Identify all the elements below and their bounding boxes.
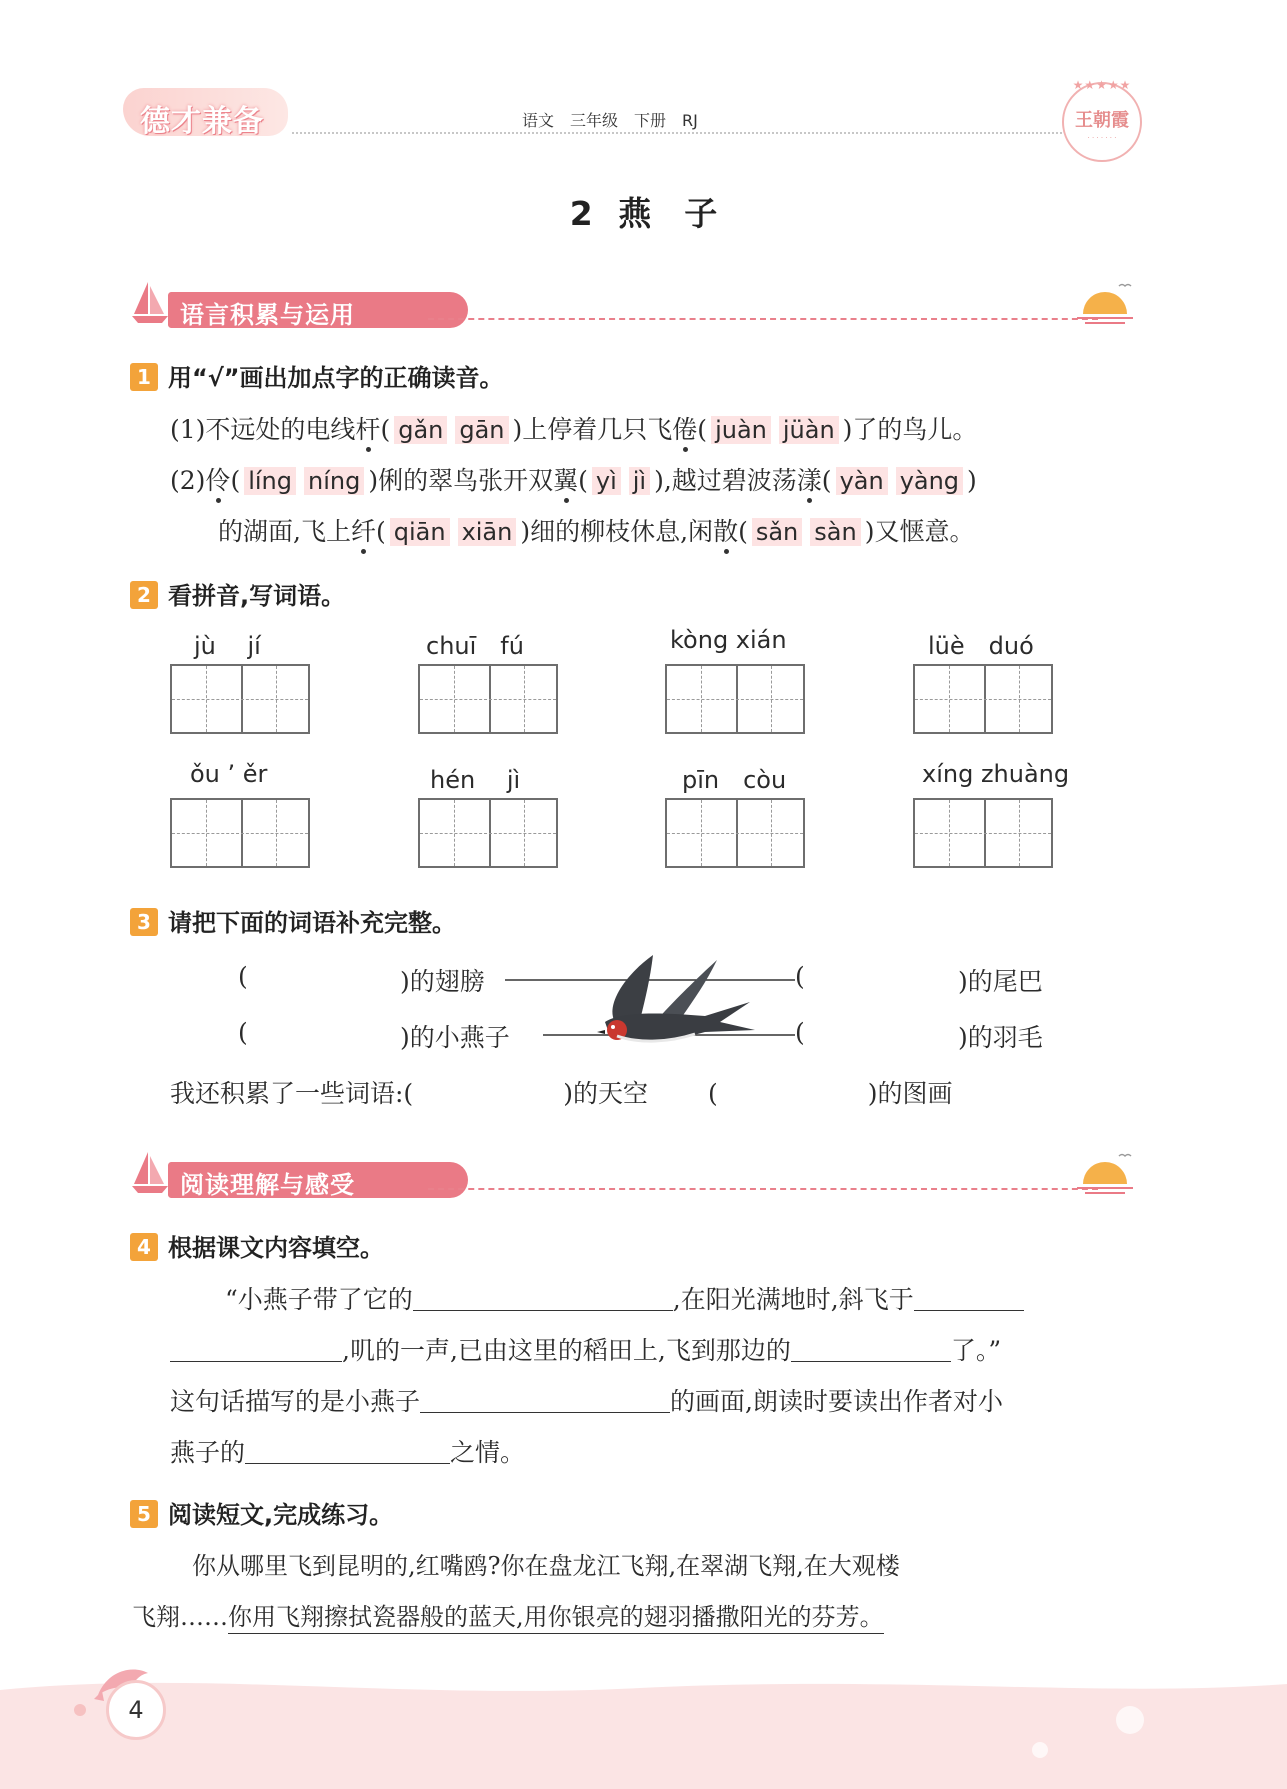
question-number-badge: 3 — [130, 908, 158, 936]
dotted-char: 纤 — [350, 517, 376, 546]
pinyin-label: kòng xián — [670, 626, 787, 654]
passage-line-1: 你从哪里飞到昆明的,红嘴鸥?你在盘龙江飞翔,在翠湖飞翔,在大观楼 — [192, 1552, 900, 1580]
pinyin-option[interactable]: qiān — [390, 518, 450, 546]
header-divider — [292, 132, 1062, 134]
fill-blank[interactable] — [914, 1286, 1024, 1311]
passage-line-2: 飞翔……你用飞翔擦拭瓷器般的蓝天,用你银亮的翅羽播撒阳光的芬芳。 — [132, 1597, 884, 1632]
sailboat-icon — [130, 1148, 170, 1194]
question-4-title — [130, 1228, 384, 1263]
pinyin-label: pīn còu — [682, 766, 787, 794]
pinyin-option[interactable]: yàng — [896, 467, 963, 495]
pinyin-label: lüè duó — [928, 632, 1034, 660]
phrase-open: ( — [238, 1018, 248, 1047]
writing-grid[interactable] — [418, 798, 558, 868]
question-number-badge: 1 — [130, 363, 158, 391]
pinyin-label: chuī fú — [426, 632, 524, 660]
fill-blank[interactable] — [170, 1337, 342, 1362]
pinyin-option[interactable]: sǎn — [752, 518, 802, 546]
swallow-illustration — [505, 950, 805, 1060]
question-3-title — [130, 903, 456, 938]
fill-blank[interactable] — [791, 1337, 951, 1362]
pinyin-option[interactable]: jüàn — [779, 416, 839, 444]
fill-blank[interactable] — [420, 1388, 670, 1413]
sunset-icon — [1075, 1148, 1135, 1198]
question-text: 请把下面的词语补充完整。 — [168, 909, 456, 937]
q4-line-4: 燕子的 之情。 — [170, 1438, 526, 1467]
seal-stars: ★★★★★ — [1072, 78, 1132, 92]
pinyin-label: xíng zhuàng — [922, 760, 1070, 788]
writing-grid[interactable] — [170, 664, 310, 734]
q1-line-3: 的湖面,飞上纤( qiān xiān )细的柳枝休息,闲散( sǎn sàn )又惬意。 — [218, 517, 975, 546]
phrase-little-swallow: )的小燕子 — [400, 1023, 510, 1052]
section-title: 阅读理解与感受 — [180, 1171, 355, 1199]
phrase-feathers: )的羽毛 — [958, 1023, 1043, 1052]
dotted-char: 散 — [713, 517, 739, 546]
question-2-title — [130, 576, 345, 611]
author-seal — [1062, 78, 1142, 162]
pinyin-option[interactable]: xiān — [458, 518, 517, 546]
pinyin-option[interactable]: níng — [304, 467, 364, 495]
fill-blank[interactable] — [413, 1286, 673, 1311]
header-info: 语文 三年级 下册 RJ — [522, 111, 698, 130]
section-banner-reading — [130, 1148, 1130, 1198]
dotted-char: 翼 — [553, 466, 579, 495]
writing-grid[interactable] — [665, 664, 805, 734]
pinyin-option[interactable]: juàn — [711, 416, 771, 444]
writing-grid[interactable] — [418, 664, 558, 734]
phrase-open: ( — [795, 962, 805, 991]
question-number-badge: 4 — [130, 1233, 158, 1261]
section-banner-language — [130, 278, 1130, 328]
seal-ornament: · · · · · · · — [1087, 134, 1117, 142]
dotted-char: 倦 — [672, 415, 698, 444]
question-1-title — [130, 358, 504, 393]
seal-name: 王朝霞 — [1075, 110, 1129, 131]
question-number-badge: 5 — [130, 1500, 158, 1528]
dotted-char: 杆 — [355, 415, 381, 444]
dotted-char: 伶 — [205, 466, 231, 495]
pinyin-label: jù jí — [194, 632, 261, 660]
q1-line-1: (1)不远处的电线杆( gǎn gān )上停着几只飞倦( juàn jüàn )了的鸟儿。 — [170, 415, 978, 444]
q1-line-2: (2)伶( líng níng )俐的翠鸟张开双翼( yì jì ),越过碧波荡漾( yàn yàng ) — [170, 466, 977, 495]
underlined-sentence: 你用飞翔擦拭瓷器般的蓝天,用你银亮的翅羽播撒阳光的芬芳。 — [228, 1603, 884, 1634]
question-number-badge: 2 — [130, 581, 158, 609]
writing-grid[interactable] — [170, 798, 310, 868]
writing-grid[interactable] — [913, 664, 1053, 734]
pinyin-label: ǒu ’ ěr — [190, 760, 268, 788]
pinyin-label: hén jì — [430, 766, 521, 794]
question-text: 根据课文内容填空。 — [168, 1234, 384, 1262]
dotted-char: 漾 — [796, 466, 822, 495]
pinyin-option[interactable]: gān — [455, 416, 508, 444]
question-text: 用“√”画出加点字的正确读音。 — [168, 364, 504, 392]
pinyin-option[interactable]: yàn — [836, 467, 888, 495]
sailboat-icon — [130, 278, 170, 324]
q4-line-3: 这句话描写的是小燕子 的画面,朗读时要读出作者对小 — [170, 1387, 1003, 1416]
phrase-open: ( — [795, 1018, 805, 1047]
brand-logo — [118, 78, 293, 146]
q3-extra-line: 我还积累了一些词语:( )的天空 ( )的图画 — [170, 1079, 953, 1108]
brand-text: 德才兼备 — [140, 104, 264, 139]
question-5-title — [130, 1495, 393, 1530]
page-number: 4 — [106, 1680, 166, 1740]
fill-blank[interactable] — [245, 1439, 450, 1464]
q4-line-1: “小燕子带了它的 ,在阳光满地时,斜飞于 — [225, 1280, 1024, 1316]
phrase-wings: )的翅膀 — [400, 967, 485, 996]
pinyin-option[interactable]: yì — [592, 467, 621, 495]
question-text: 看拼音,写词语。 — [168, 582, 346, 610]
sunset-icon — [1075, 278, 1135, 328]
q4-line-2: ,叽的一声,已由这里的稻田上,飞到那边的 了。” — [170, 1331, 1001, 1367]
footer-wave — [0, 1670, 1287, 1789]
pinyin-option[interactable]: gǎn — [394, 416, 447, 444]
phrase-open: ( — [238, 962, 248, 991]
section-title: 语言积累与运用 — [180, 301, 355, 329]
lesson-title: 2 燕 子 — [569, 194, 718, 233]
writing-grid[interactable] — [913, 798, 1053, 868]
pinyin-option[interactable]: sàn — [810, 518, 860, 546]
question-text: 阅读短文,完成练习。 — [168, 1501, 394, 1529]
writing-grid[interactable] — [665, 798, 805, 868]
pinyin-option[interactable]: jì — [629, 467, 650, 495]
phrase-tail: )的尾巴 — [958, 967, 1043, 996]
pinyin-option[interactable]: líng — [244, 467, 296, 495]
